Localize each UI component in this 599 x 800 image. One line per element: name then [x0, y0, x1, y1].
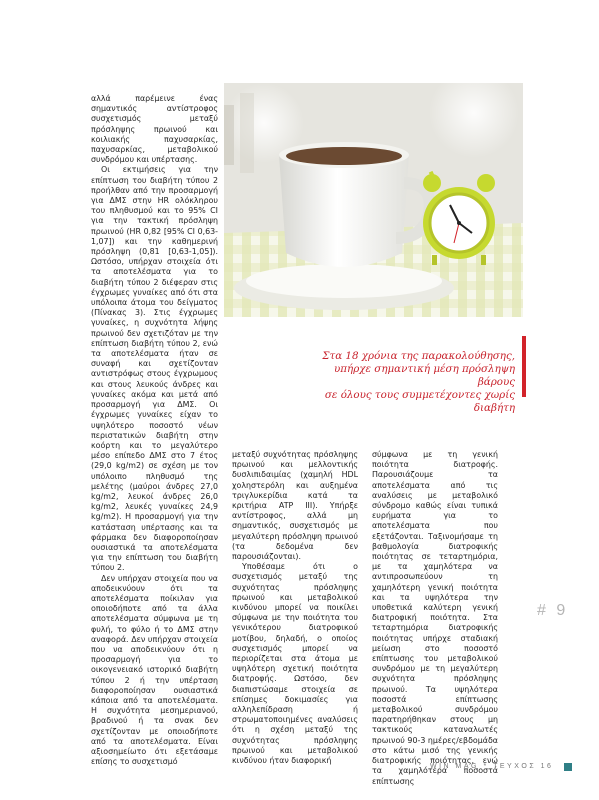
paragraph: μεταξύ συχνότητας πρόσληψης πρωινού και μελλοντικής δυσλιπιδαιμίας (χαμηλή HDL χοληστερόλη και αυξημένα τριγλυκερίδια κατά τα κριτήρια ATP III). Υπήρξε αντίστροφος, αλλά μη σημαντικός, συσχετισμός με μεγαλύτερη πρόσληψη πρωινού (τα δεδομένα δεν παρουσιάζονται). [232, 450, 358, 562]
footer-square-icon [564, 763, 572, 771]
pull-quote-line: υπήρχε σημαντική μέση πρόσληψη βάρους [334, 363, 515, 388]
pull-quote [300, 350, 515, 415]
page-number-marker: # 9 [537, 602, 569, 619]
magazine-footer: WIN MAG * ΤΕΥΧΟΣ 16 [430, 763, 554, 770]
paragraph: Υποθέσαμε ότι ο συσχετισμός μεταξύ της συχνότητας πρόσληψης πρωινού και μεταβολικού κινδύνου μπορεί να ποικίλει σύμφωνα με την ποιότητα του γενικότερου διατροφικού μοτίβου, δηλαδή, ο οποίος συσχετισμός μπορεί να περιορίζεται στα άτομα με υψηλότερη σχετική ποιότητα διατροφής. Ωστόσο, δεν διαπιστώσαμε στοιχεία σε επίσημες δοκιμασίες για αλληλεπίδραση ή στρωματοποιημένες αναλύσεις ότι η σχέση μεταξύ της συχνότητας πρόσληψης πρωινού και μεταβολικού κινδύνου ήταν διαφορική [232, 562, 358, 766]
breakfast-photo [224, 83, 523, 317]
text-column-1 [91, 94, 218, 767]
pull-quote-line: σε όλους τους συμμετέχοντες χωρίς διαβήτη [324, 389, 515, 414]
coffee-cup-and-alarm-clock-illustration [224, 83, 523, 317]
paragraph: σύμφωνα με τη γενική ποιότητα διατροφής. Παρουσιάζουμε τα αποτελέσματα από τις αναλύσεις με μεταβολικό σύνδρομο καθώς είναι τυπικά ευρήματα για το αποτελέσματα που εξετάζονται. Ταξινομήσαμε τη βαθμολογία διατροφικής ποιότητας σε τεταρτημόρια, με τα χαμηλότερα να αντιπροσωπεύουν τη χαμηλότερη γενική ποιότητα και τα υψηλότερα την υποθετικά καλύτερη γενική διατροφική ποιότητα. Στα τεταρτημόρια διατροφικής ποιότητας υπήρχε σταδιακή μείωση στο ποσοστό επίπτωσης του μεταβολικού συνδρόμου με τη μεγαλύτερη συχνότητα πρόσληψης πρωινού. Τα υψηλότερα ποσοστά επίπτωσης μεταβολικού συνδρόμου παρατηρήθηκαν στους μη τακτικούς καταναλωτές πρωινού 90-3 ημέρες/εβδομάδα στο κάτω μισό της γενικής διατροφικής ποιότητας, ενώ τα χαμηλότερα ποσοστά επίπτωσης [372, 450, 498, 786]
paragraph: Δεν υπήρχαν στοιχεία που να αποδεικνύουν ότι τα αποτελέσματα ποίκιλαν για οποιοδήποτε από τα άλλα αποτελέσματα σύμφωνα με τη φυλή, το φύλο ή το ΔΜΣ στην αναφορά. Δεν υπήρχαν στοιχεία που να αποδεικνύουν ότι η προσαρμογή για το οικογενειακό ιστορικό διαβήτη τύπου 2 ή την υπέρταση διαφοροποίησαν ουσιαστικά κάποια από τα αποτελέσματα. Η συχνότητα μεσημεριανού, βραδινού ή τα σνακ δεν σχετίζονταν με οποιοδήποτε από τα αποτελέσματα. Είναι αξιοσημείωτο ότι εξετάσαμε επίσης το συσχετισμό [91, 573, 218, 767]
pullquote-accent-bar [522, 336, 526, 397]
paragraph: αλλά παρέμεινε ένας σημαντικός αντίστροφος συσχετισμός μεταξύ πρόσληψης πρωινού και κοιλιακής παχυσαρκίας, παχυσαρκίας, μεταβολικού συνδρόμου και υπέρτασης. [91, 94, 218, 165]
pull-quote-line: Στα 18 χρόνια της παρακολούθησης, [322, 350, 515, 362]
paragraph: Οι εκτιμήσεις για την επίπτωση του διαβήτη τύπου 2 προήλθαν από την προσαρμογή για ΔΜΣ στην HR ολόκληρου του πληθυσμού και το 95% CI για την τακτική πρόσληψη πρωινού (HR 0,82 [95% CI 0,63-1,07]) και την καθημερινή πρόσληψη (0,81 [0,63-1,05]). Ωστόσο, υπήρχαν στοιχεία ότι τα αποτελέσματα για το διαβήτη τύπου 2 διέφεραν στις έγχρωμες γυναίκες από ότι στα υπόλοιπα άτομα του δείγματος (Πίνακας 3). Στις έγχρωμες γυναίκες, η συχνότητα λήψης πρωινού δεν σχετιζόταν με την επίπτωση διαβήτη τύπου 2, ενώ τα αποτελέσματα ήταν σε συναφή και σχετίζονταν αντιστρόφως στους έγχρωμους και στους λευκούς άνδρες και γυναίκες ακόμα και μετά από προσαρμογή για ΔΜΣ. Οι έγχρωμες γυναίκες είχαν το υψηλότερο ποσοστό νέων περιστατικών διαβήτη στην κοόρτη και το μεγαλύτερο μέσο επίπεδο ΔΜΣ στο 7 έτος (29,0 kg/m2) σε σχέση με τον υπόλοιπο πληθυσμό της μελέτης (μαύροι άνδρες 27,0 kg/m2, λευκοί άνδρες 26,0 kg/m2, λευκές γυναίκες 24,9 kg/m2). Η προσαρμογή για την κατάσταση υπέρτασης και τα φάρμακα δεν διαφοροποίησαν ουσιαστικά τα αποτελέσματα για την επίπτωση του διαβήτη τύπου 2. [91, 165, 218, 573]
text-column-2 [232, 450, 358, 766]
